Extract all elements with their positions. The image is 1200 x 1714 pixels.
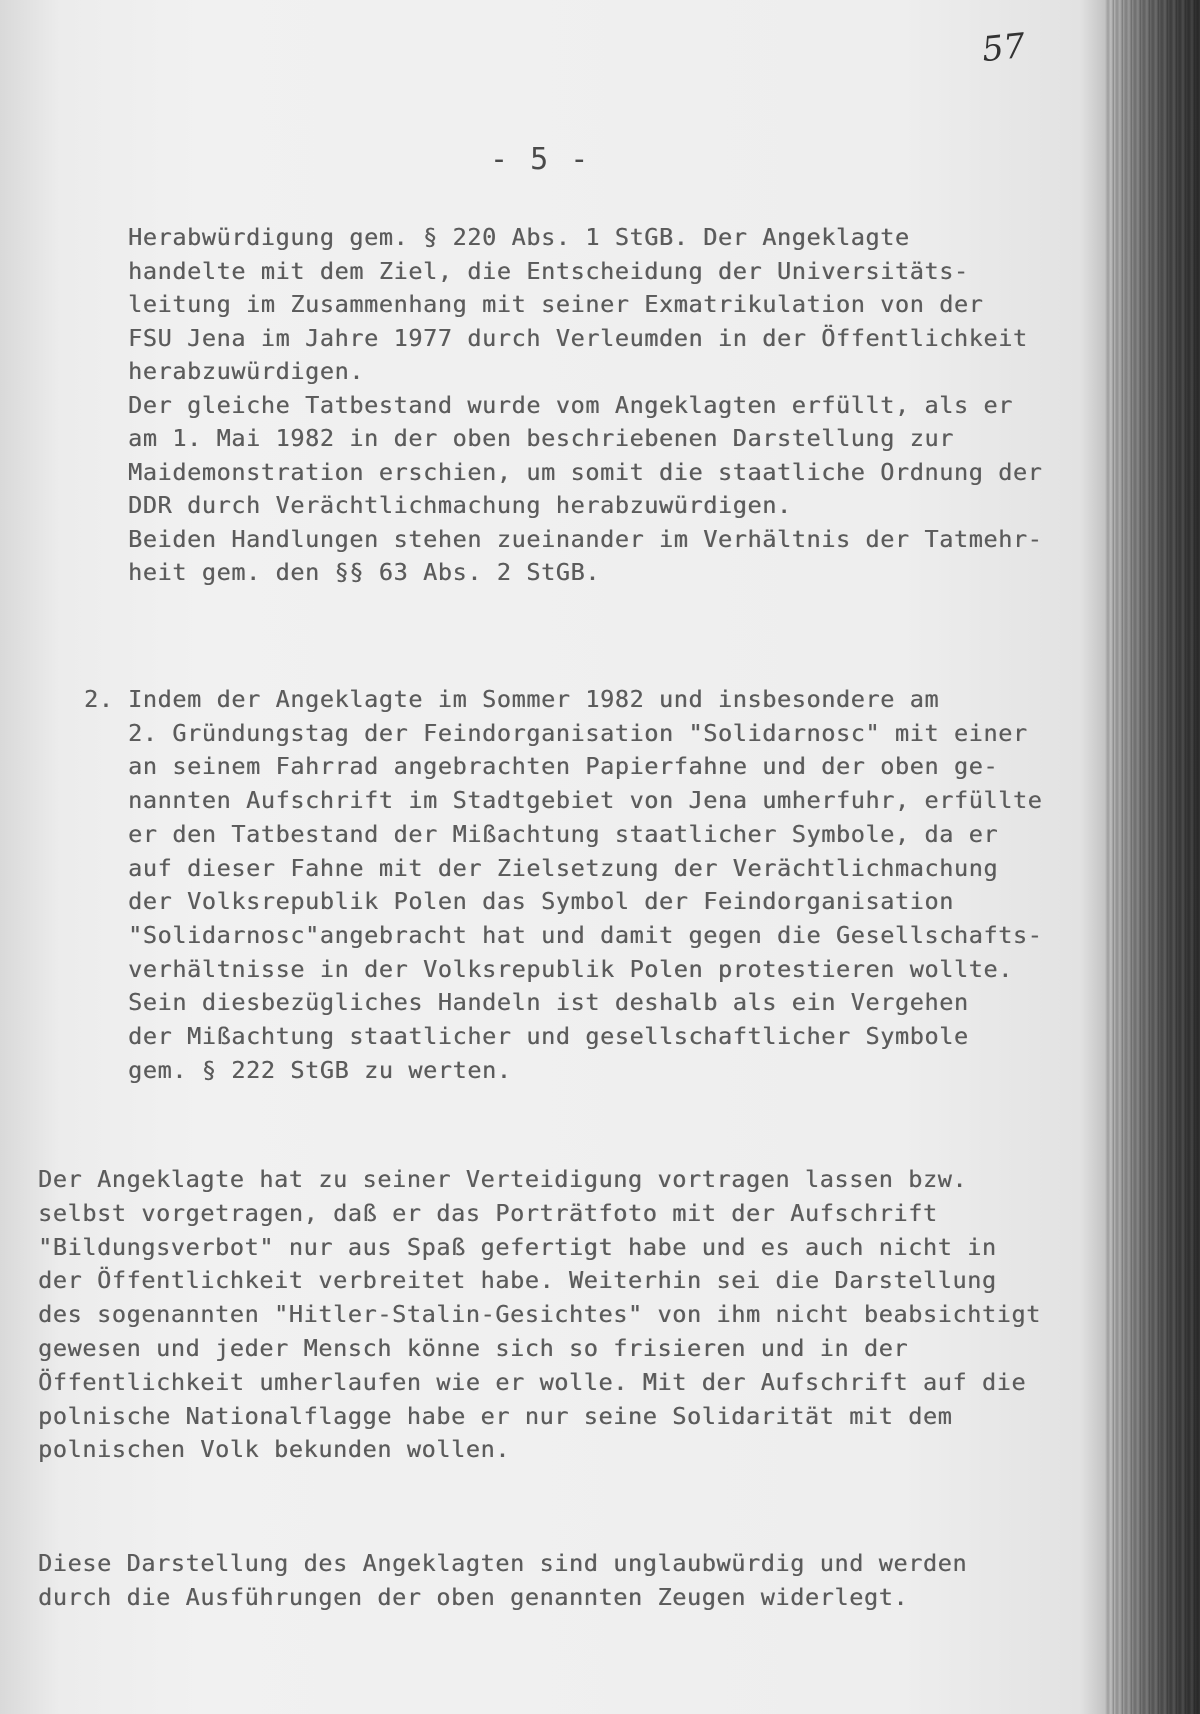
text-line: durch die Ausführungen der oben genannten Zeugen widerlegt.: [38, 1582, 909, 1611]
text-line: Diese Darstellung des Angeklagten sind unglaubwürdig und werden: [38, 1549, 968, 1577]
text-line: FSU Jena im Jahre 1977 durch Verleumden in der Öffentlichkeit: [128, 323, 1028, 352]
text-line: auf dieser Fahne mit der Zielsetzung der Verächtlichmachung: [128, 853, 999, 882]
paragraph-1: [128, 221, 1042, 590]
text-line: 2. Gründungstag der Feindorganisation "Solidarnosc" mit einer: [128, 718, 1028, 747]
list-item-number: 2.: [84, 685, 114, 713]
text-line: Beiden Handlungen stehen zueinander im Verhältnis der Tatmehr-: [128, 524, 1043, 553]
text-line: selbst vorgetragen, daß er das Porträtfoto mit der Aufschrift: [38, 1198, 938, 1227]
text-line: Der gleiche Tatbestand wurde vom Angeklagten erfüllt, als er: [128, 390, 1013, 419]
text-line: verhältnisse in der Volksrepublik Polen protestieren wollte.: [128, 954, 1013, 983]
folio-number: 57: [980, 25, 1028, 71]
text-line: der Mißachtung staatlicher und gesellschaftlicher Symbole: [128, 1022, 969, 1051]
text-line: nannten Aufschrift im Stadtgebiet von Jena umherfuhr, erfüllte: [128, 786, 1043, 815]
text-line: Maidemonstration erschien, um somit die staatliche Ordnung der: [128, 457, 1043, 486]
text-line: Öffentlichkeit umherlaufen wie er wolle. Mit der Aufschrift auf die: [38, 1367, 1027, 1396]
text-line: polnischen Volk bekunden wollen.: [38, 1435, 510, 1464]
text-line: herabzuwürdigen.: [128, 357, 364, 385]
text-line: handelte mit dem Ziel, die Entscheidung der Universitäts-: [128, 256, 969, 285]
text-line: an seinem Fahrrad angebrachten Papierfahne und der oben ge-: [128, 752, 999, 781]
paragraph-item-2: [128, 683, 1042, 1087]
text-line: heit gem. den §§ 63 Abs. 2 StGB.: [128, 558, 600, 586]
text-line: leitung im Zusammenhang mit seiner Exmatrikulation von der: [128, 290, 984, 318]
paragraph-3: [38, 1163, 1041, 1467]
text-line: der Öffentlichkeit verbreitet habe. Weiterhin sei die Darstellung: [38, 1266, 997, 1295]
text-line: polnische Nationalflagge habe er nur seine Solidarität mit dem: [38, 1401, 953, 1430]
binding-edge: [1105, 0, 1200, 1714]
text-line: Der Angeklagte hat zu seiner Verteidigung vortragen lassen bzw.: [38, 1165, 968, 1193]
text-line: "Solidarnosc"angebracht hat und damit gegen die Gesellschafts-: [128, 920, 1043, 949]
text-line: DDR durch Verächtlichmachung herabzuwürdigen.: [128, 491, 792, 519]
text-line: der Volksrepublik Polen das Symbol der Feindorganisation: [128, 887, 954, 916]
text-line: des sogenannten "Hitler-Stalin-Gesichtes" von ihm nicht beabsichtigt: [38, 1300, 1041, 1329]
text-line: Indem der Angeklagte im Sommer 1982 und insbesondere am: [128, 685, 940, 713]
text-line: "Bildungsverbot" nur aus Spaß gefertigt habe und es auch nicht in: [38, 1232, 997, 1261]
page-number: - 5 -: [490, 142, 591, 177]
text-line: Herabwürdigung gem. § 220 Abs. 1 StGB. Der Angeklagte: [128, 223, 910, 251]
text-line: Sein diesbezügliches Handeln ist deshalb als ein Vergehen: [128, 988, 969, 1017]
text-line: am 1. Mai 1982 in der oben beschriebenen Darstellung zur: [128, 424, 954, 452]
text-line: gem. § 222 StGB zu werten.: [128, 1055, 512, 1084]
paragraph-4: [38, 1547, 967, 1614]
text-line: er den Tatbestand der Mißachtung staatlicher Symbole, da er: [128, 819, 999, 848]
text-line: gewesen und jeder Mensch könne sich so frisieren und in der: [38, 1333, 909, 1362]
